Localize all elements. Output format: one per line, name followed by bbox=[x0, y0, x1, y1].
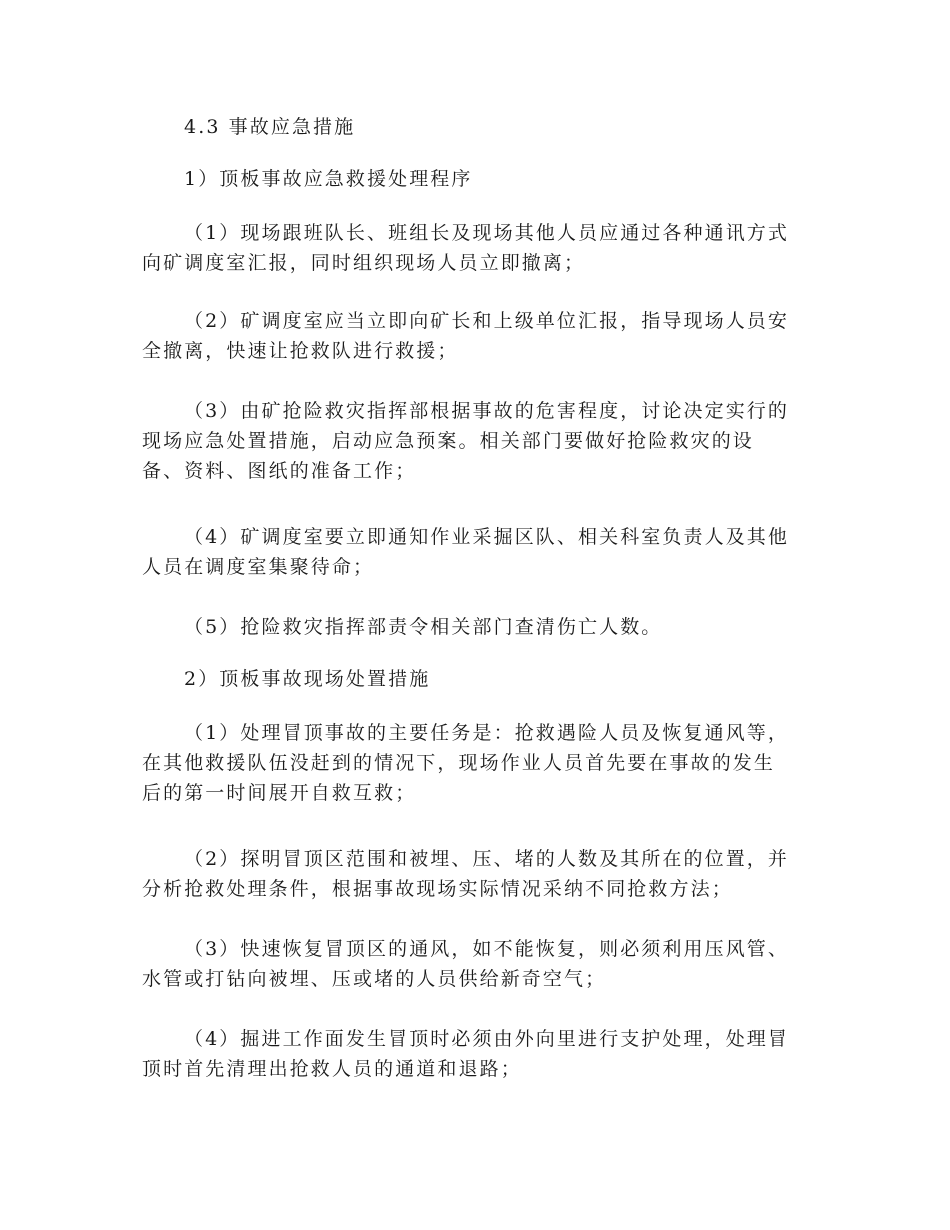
subsection-2-title-text: 2）顶板事故现场处置措施 bbox=[184, 668, 431, 690]
paragraph-line: 现场应急处置措施，启动应急预案。相关部门要做好抢险救灾的设 bbox=[142, 430, 754, 452]
subsection-1-title-text: 1）顶板事故应急救援处理程序 bbox=[184, 168, 473, 190]
paragraph-line: （3）快速恢复冒顶区的通风，如不能恢复，则必须利用压风管、 bbox=[184, 938, 789, 960]
paragraph-1-2 bbox=[142, 306, 806, 366]
paragraph-line: （1）现场跟班队长、班组长及现场其他人员应通过各种通讯方式 bbox=[184, 222, 789, 244]
paragraph-2-2 bbox=[142, 844, 806, 904]
paragraph-line: 分析抢救处理条件，根据事故现场实际情况采纳不同抢救方法； bbox=[142, 878, 733, 900]
paragraph-line: 向矿调度室汇报，同时组织现场人员立即撤离； bbox=[142, 252, 586, 274]
paragraph-line: 后的第一时间展开自救互救； bbox=[142, 782, 417, 804]
paragraph-line: （1）处理冒顶事故的主要任务是：抢救遇险人员及恢复通风等， bbox=[184, 722, 789, 744]
paragraph-2-3 bbox=[142, 934, 806, 994]
paragraph-line: （4）矿调度室要立即通知作业采掘区队、相关科室负责人及其他 bbox=[184, 526, 789, 548]
paragraph-2-1 bbox=[142, 718, 806, 808]
subsection-2-title bbox=[142, 664, 806, 694]
paragraph-1-3 bbox=[142, 396, 806, 486]
paragraph-line: （5）抢险救灾指挥部责令相关部门查清伤亡人数。 bbox=[184, 616, 663, 638]
paragraph-1-5 bbox=[142, 612, 806, 642]
paragraph-line: （4）掘进工作面发生冒顶时必须由外向里进行支护处理，处理冒 bbox=[184, 1028, 789, 1050]
subsection-1-title bbox=[142, 164, 806, 194]
paragraph-1-1 bbox=[142, 218, 806, 278]
paragraph-2-4 bbox=[142, 1024, 806, 1084]
paragraph-line: 在其他救援队伍没赶到的情况下，现场作业人员首先要在事故的发生 bbox=[142, 752, 776, 774]
paragraph-line: 全撤离，快速让抢救队进行救援； bbox=[142, 340, 459, 362]
paragraph-1-4 bbox=[142, 522, 806, 582]
paragraph-line: 备、资料、图纸的准备工作； bbox=[142, 460, 417, 482]
section-heading bbox=[142, 112, 806, 142]
paragraph-line: （2）矿调度室应当立即向矿长和上级单位汇报，指导现场人员安 bbox=[184, 310, 789, 332]
paragraph-line: （3）由矿抢险救灾指挥部根据事故的危害程度，讨论决定实行的 bbox=[184, 400, 789, 422]
paragraph-line: 水管或打钻向被埋、压或堵的人员供给新奇空气； bbox=[142, 968, 607, 990]
paragraph-line: （2）探明冒顶区范围和被埋、压、堵的人数及其所在的位置，并 bbox=[184, 848, 789, 870]
section-heading-text: 4.3 事故应急措施 bbox=[184, 116, 356, 138]
paragraph-line: 顶时首先清理出抢救人员的通道和退路； bbox=[142, 1058, 522, 1080]
paragraph-line: 人员在调度室集聚待命； bbox=[142, 556, 375, 578]
